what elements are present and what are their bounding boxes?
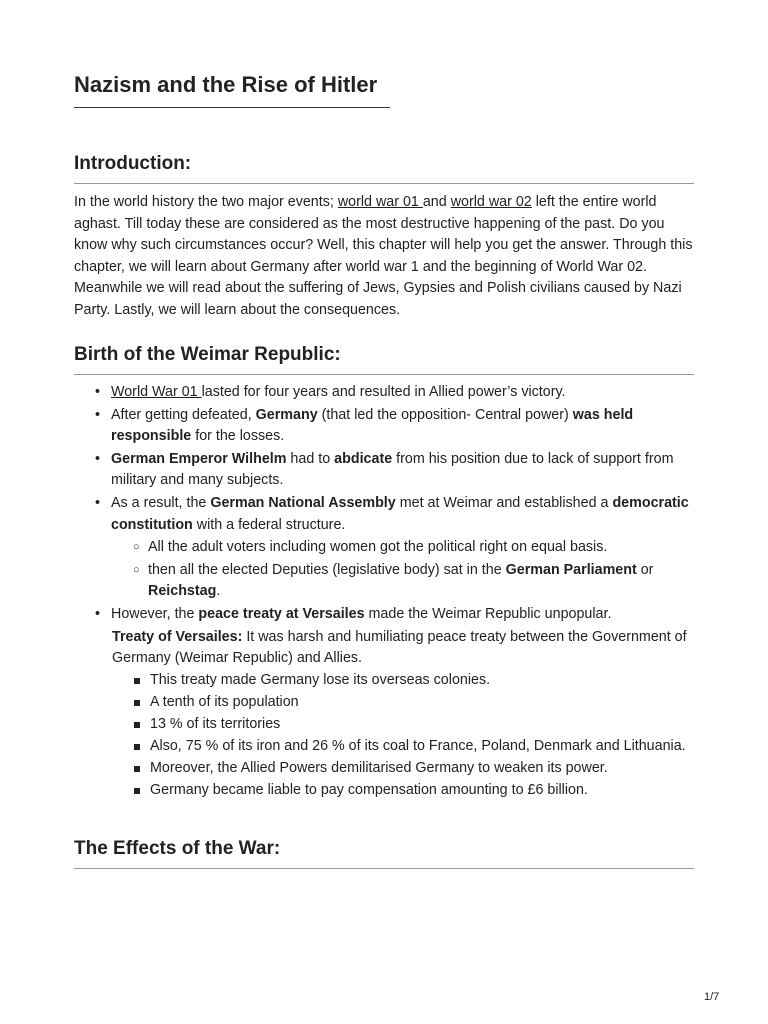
bold-text: was held responsible <box>111 406 634 445</box>
bold-text: Reichstag <box>148 583 217 600</box>
bold-text: democratic constitution <box>111 494 689 533</box>
list-item <box>74 604 694 626</box>
list-item-text: Moreover, the Allied Powers demilitarised Germany to weaken its power. <box>150 760 608 777</box>
list-item-text: Also, 75 % of its iron and 26 % of its coal to France, Poland, Denmark and Lithuania. <box>150 738 686 754</box>
link-world-war-01[interactable]: World War 01 <box>111 384 202 400</box>
hollow-bullet-icon: ○ <box>133 563 140 576</box>
list-item-text: Germany became liable to pay compensation amounting to £6 billion. <box>150 782 588 799</box>
list-item-text: (that led the opposition- Central power) <box>317 406 573 423</box>
bold-text: peace treaty at Versailes <box>198 605 365 622</box>
list-item-text: with a federal structure. <box>192 516 346 533</box>
list-item-text: After getting defeated, <box>111 406 256 423</box>
sub-list-item <box>111 537 694 559</box>
bullet-icon: • <box>95 450 101 467</box>
list-item <box>74 449 694 492</box>
intro-text: and <box>422 194 451 210</box>
list-item-text: lasted for four years and resulted in Allied power’s victory. <box>201 384 566 400</box>
list-item-text: However, the <box>111 605 199 622</box>
square-bullet-icon <box>134 700 140 706</box>
square-bullet-icon <box>134 766 140 772</box>
list-item-text: A tenth of its population <box>150 693 299 710</box>
bullet-icon: • <box>95 384 101 400</box>
list-item <box>74 405 694 448</box>
section-divider <box>74 183 694 184</box>
treaty-point <box>112 736 694 758</box>
intro-paragraph <box>74 192 694 322</box>
section-effects-of-war <box>74 838 694 869</box>
list-item <box>74 382 694 404</box>
square-bullet-icon <box>134 722 140 728</box>
section-weimar-republic <box>74 344 694 802</box>
bold-text: German National Assembly <box>210 494 396 511</box>
sub-list-item <box>111 560 694 603</box>
list-item-text: As a result, the <box>111 494 211 511</box>
treaty-paragraph <box>74 627 694 670</box>
list-item-text: or <box>636 561 654 578</box>
list-item-text: had to <box>286 450 335 467</box>
list-item-text: 13 % of its territories <box>150 715 281 732</box>
square-bullet-icon <box>134 788 140 794</box>
bold-text: Germany <box>255 406 318 423</box>
intro-text: In the world history the two major events; <box>74 194 338 210</box>
list-item-text: for the losses. <box>191 428 285 445</box>
bold-text: German Emperor Wilhelm <box>111 450 287 467</box>
intro-text: left the entire world aghast. Till today these are considered as the most destructive happening of the past. Do you know why such circumstances occur? Well, this chapter will help you get the answer. Through this chapter, we will learn about Germany after world war 1 and the beginning of World War 02. Meanwhile we will read about the suffering of Jews, Gypsies and Polish civilians caused by Nazi Party. Lastly, we will learn about the consequences. <box>74 194 693 318</box>
list-item-text: from his position due to lack of support from military and many subjects. <box>111 450 674 489</box>
section-heading-weimar: Birth of the Weimar Republic: <box>74 344 341 365</box>
square-bullet-icon <box>134 678 140 684</box>
sub-bullet-list <box>111 537 694 603</box>
section-heading-effects: The Effects of the War: <box>74 838 281 859</box>
bold-text: abdicate <box>334 450 393 467</box>
bold-text: Treaty of Versailes: <box>112 628 243 645</box>
page-title: Nazism and the Rise of Hitler <box>74 72 378 97</box>
treaty-points-list <box>74 670 694 802</box>
bullet-icon: • <box>95 494 101 511</box>
section-introduction <box>74 153 694 322</box>
treaty-point <box>112 670 694 692</box>
list-item <box>74 493 694 603</box>
list-item-text: made the Weimar Republic unpopular. <box>364 605 612 622</box>
treaty-point <box>112 780 694 802</box>
bullet-icon: • <box>95 605 101 622</box>
bold-text: German Parliament <box>505 561 637 578</box>
page-number: 1/7 <box>704 991 720 1003</box>
square-bullet-icon <box>134 744 140 750</box>
list-item-text: then all the elected Deputies (legislative body) sat in the <box>148 561 506 578</box>
treaty-point <box>112 758 694 780</box>
section-divider <box>74 868 694 869</box>
treaty-text: It was harsh and humiliating peace treaty between the Government of Germany (Weimar Republic) and Allies. <box>112 628 687 667</box>
list-item-text: . <box>216 583 221 600</box>
section-heading-introduction: Introduction: <box>74 153 192 174</box>
treaty-point <box>112 714 694 736</box>
weimar-bullet-list <box>74 382 694 626</box>
list-item-text: This treaty made Germany lose its overseas colonies. <box>150 671 491 688</box>
title-underline <box>74 107 390 108</box>
treaty-point <box>112 692 694 714</box>
bullet-icon: • <box>95 406 101 423</box>
hollow-bullet-icon: ○ <box>133 541 140 554</box>
link-world-war-01[interactable]: world war 01 <box>337 194 423 210</box>
section-divider <box>74 374 694 375</box>
link-world-war-02[interactable]: world war 02 <box>450 194 532 210</box>
list-item-text: All the adult voters including women got the political right on equal basis. <box>148 539 608 556</box>
list-item-text: met at Weimar and established a <box>395 494 613 511</box>
